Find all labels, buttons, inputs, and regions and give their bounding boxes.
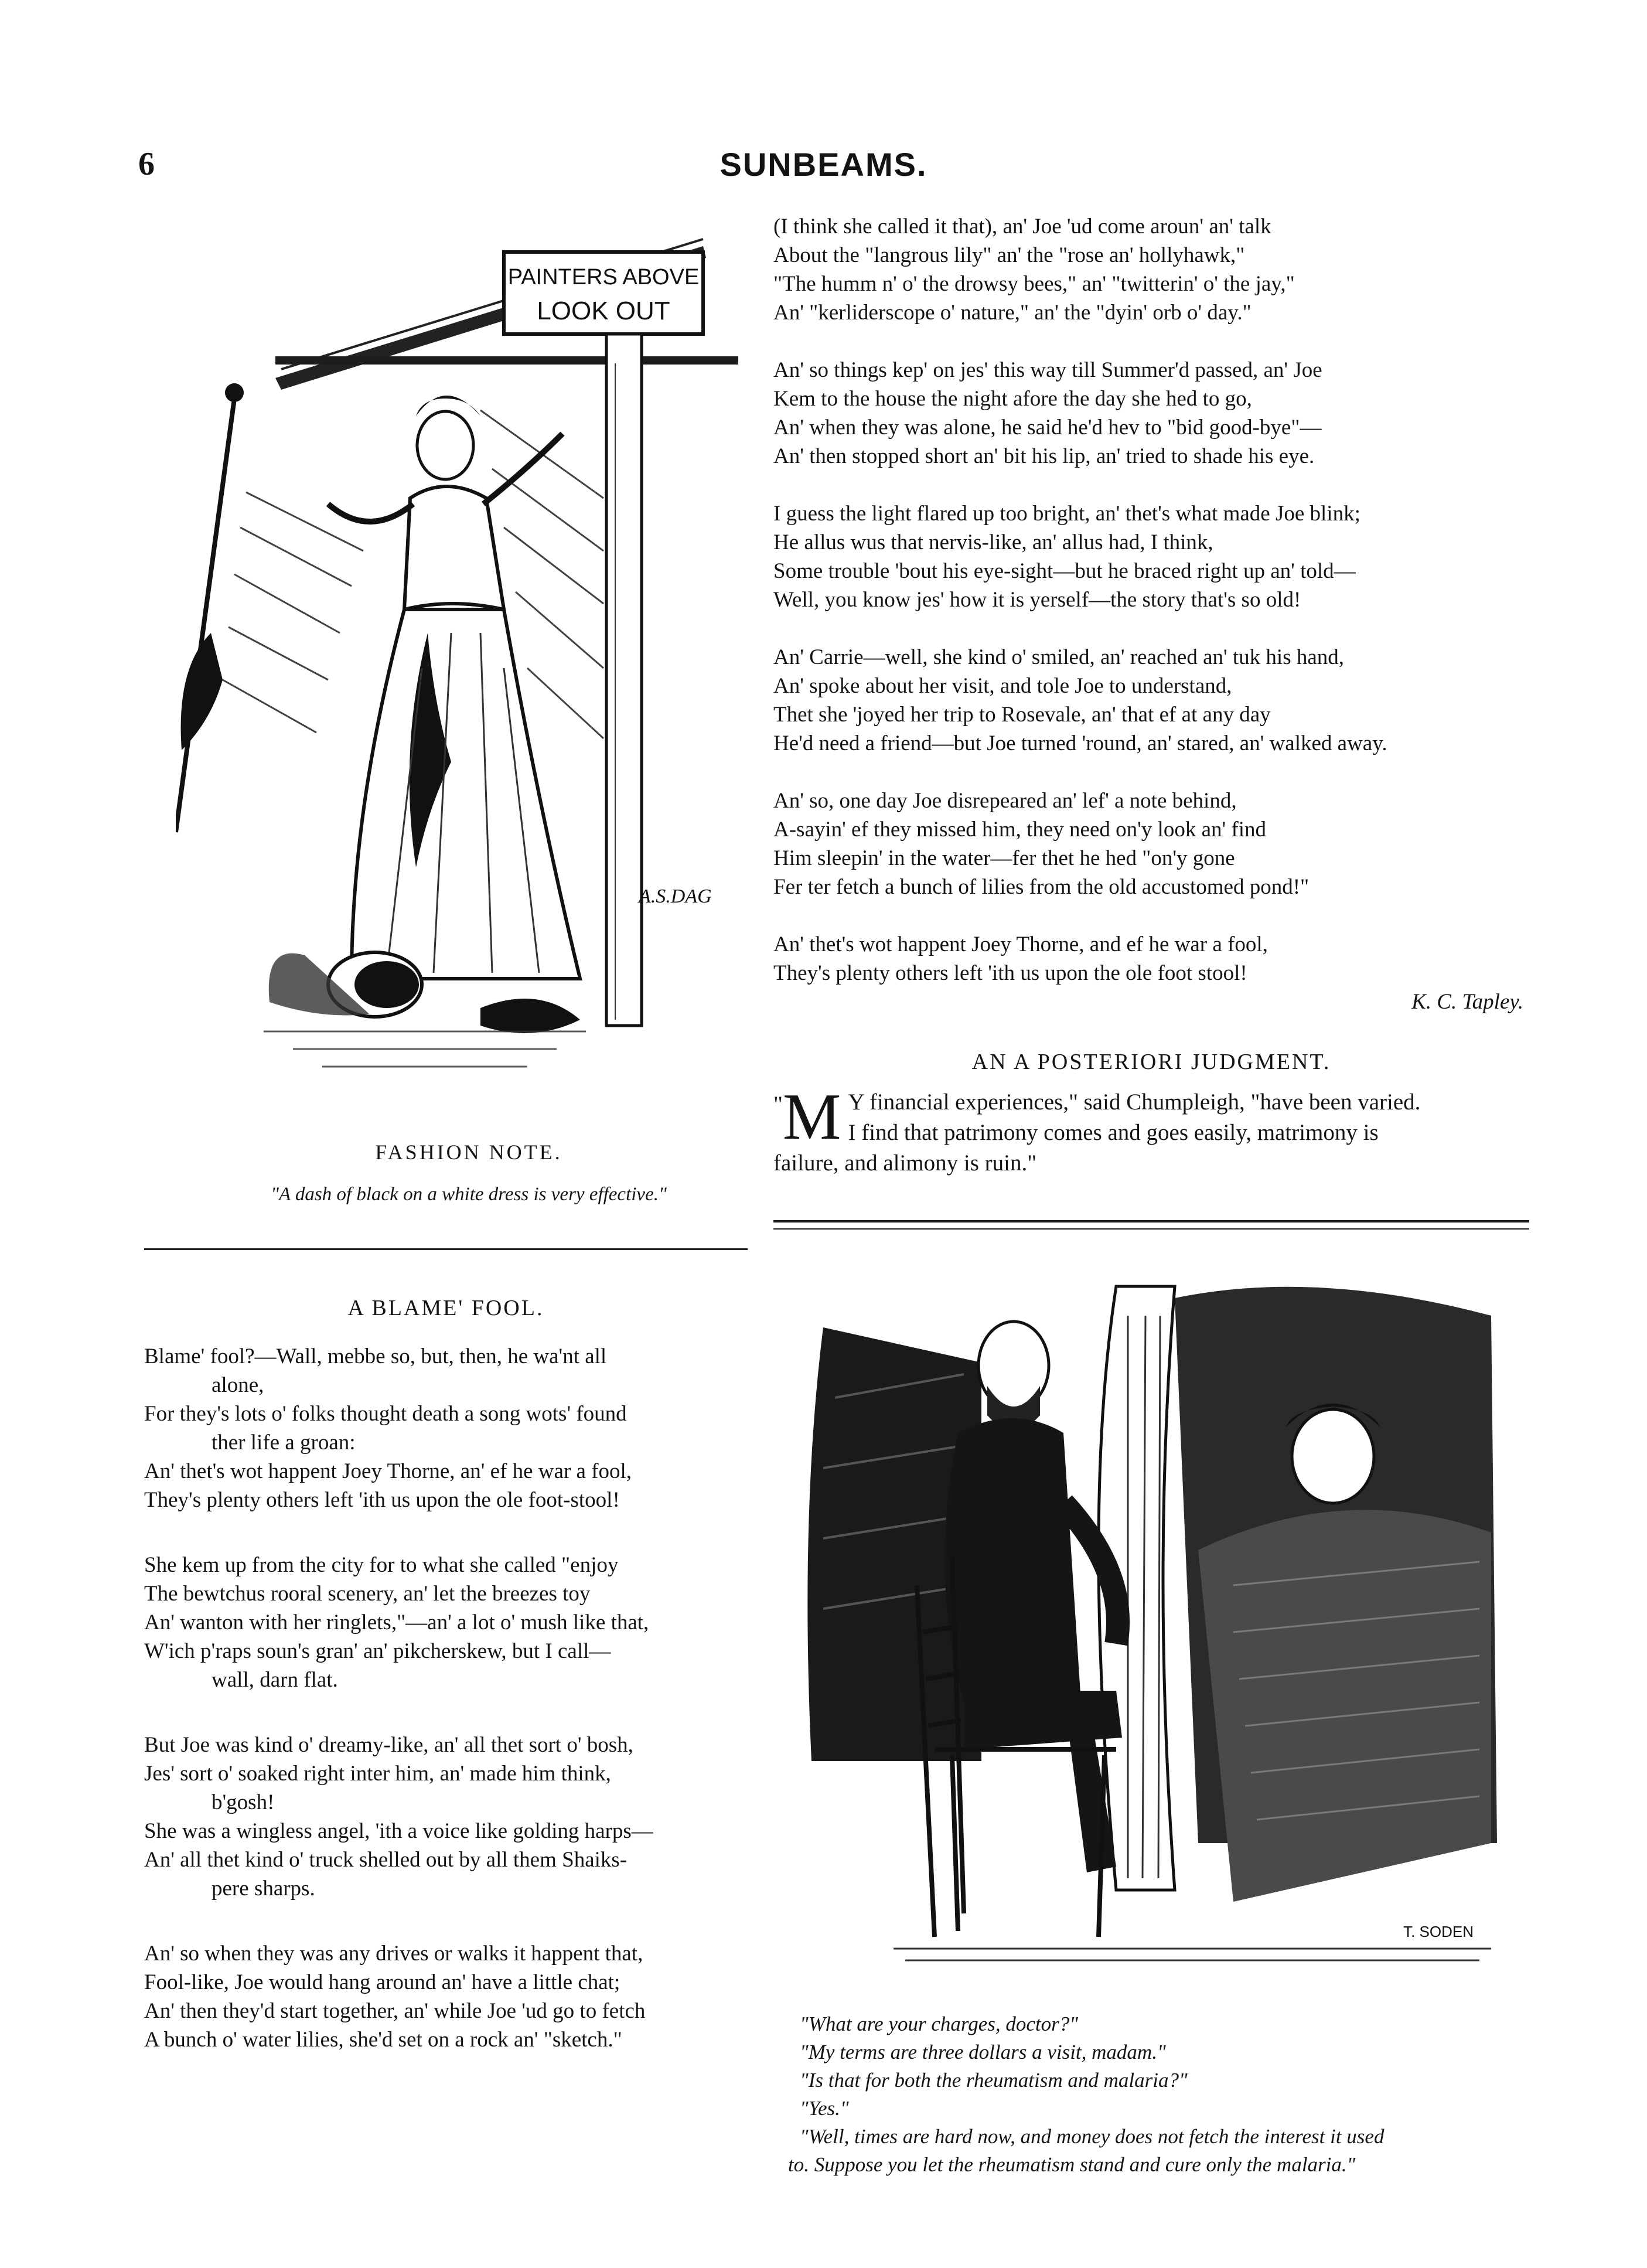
poem-line: Kem to the house the night afore the day she hed to go, xyxy=(773,387,1252,411)
poem-line: An' spoke about her visit, and tole Joe to understand, xyxy=(773,674,1232,698)
dialogue-line: "What are your charges, doctor?" xyxy=(800,2012,1078,2035)
poem-line: ther life a groan: xyxy=(212,1431,356,1455)
doctor-dialogue xyxy=(788,2010,1520,2179)
doctor-drawing xyxy=(788,1281,1515,2001)
posteriori-text xyxy=(773,1081,1529,1179)
doctor-artist-signature: T. SODEN xyxy=(1403,1923,1474,1940)
poem-line: (I think she called it that), an' Joe 'ud come aroun' an' talk xyxy=(773,214,1271,239)
blame-fool-poem xyxy=(144,1342,748,2054)
poem-line: pere sharps. xyxy=(212,1877,315,1901)
poem-line: An' then stopped short an' bit his lip, an' tried to shade his eye. xyxy=(773,444,1315,468)
page-number: 6 xyxy=(138,146,155,182)
dialogue-line: "Well, times are hard now, and money does not fetch the interest it used xyxy=(800,2125,1385,2148)
posteriori-dropcap: M xyxy=(782,1081,841,1153)
poem-line: An' so, one day Joe disrepeared an' lef' a note behind, xyxy=(773,789,1237,813)
poem-line: wall, darn flat. xyxy=(212,1668,338,1692)
section-divider-left xyxy=(144,1248,748,1250)
poem-line: An' wanton with her ringlets,"—an' a lot o' mush like that, xyxy=(144,1610,649,1634)
poem-line: "The humm n' o' the drowsy bees," an' "twitterin' o' the jay," xyxy=(773,272,1295,296)
dialogue-line: "Yes." xyxy=(800,2097,849,2120)
poem-stanza xyxy=(144,1551,748,1694)
posteriori-open-quote: " xyxy=(773,1092,783,1117)
poem-line: She was a wingless angel, 'ith a voice like golding harps— xyxy=(144,1819,653,1843)
sign-line-2: LOOK OUT xyxy=(537,297,670,325)
poem-line: An' thet's wot happent Joey Thorne, an' ef he war a fool, xyxy=(144,1459,632,1483)
poem-stanza xyxy=(144,1731,748,1903)
poem-line: He allus wus that nervis-like, an' allus had, I think, xyxy=(773,530,1213,554)
poem-line: An' so when they was any drives or walks it happent that, xyxy=(144,1942,643,1966)
poem-line: W'ich p'raps soun's gran' an' pikcherskew, but I call— xyxy=(144,1639,611,1663)
posteriori-line: I find that patrimony comes and goes easily, matrimony is xyxy=(848,1120,1379,1145)
poem-line: Fool-like, Joe would hang around an' have a little chat; xyxy=(144,1970,620,1994)
fashion-caption-title: FASHION NOTE. xyxy=(375,1140,562,1164)
poem-line: Fer ter fetch a bunch of lilies from the old accustomed pond!" xyxy=(773,875,1310,899)
poem-continuation xyxy=(773,212,1529,1016)
poem-line: An' all thet kind o' truck shelled out by all them Shaiks- xyxy=(144,1848,628,1872)
poem-line: Some trouble 'bout his eye-sight—but he braced right up an' told— xyxy=(773,559,1356,583)
posteriori-heading: AN A POSTERIORI JUDGMENT. xyxy=(971,1050,1331,1074)
poem-line: A bunch o' water lilies, she'd set on a rock an' "sketch." xyxy=(144,2028,622,2052)
section-divider-right xyxy=(773,1220,1529,1230)
poem-line: He'd need a friend—but Joe turned 'round, an' stared, an' walked away. xyxy=(773,731,1387,755)
sign-line-1: PAINTERS ABOVE xyxy=(507,265,700,290)
fashion-drawing xyxy=(176,223,762,1131)
poem-line: The bewtchus rooral scenery, an' let the breezes toy xyxy=(144,1582,591,1606)
fashion-caption-text: "A dash of black on a white dress is very effective." xyxy=(271,1184,667,1205)
poem-line: An' when they was alone, he said he'd hev to "bid good-bye"— xyxy=(773,416,1322,440)
fashion-illustration xyxy=(176,223,762,1131)
poem-line: Thet she 'joyed her trip to Rosevale, an' that ef at any day xyxy=(773,703,1271,727)
poem-line: About the "langrous lily" an' the "rose an' hollyhawk," xyxy=(773,243,1245,267)
poem-stanza xyxy=(773,786,1529,901)
poem-line: She kem up from the city for to what she called "enjoy xyxy=(144,1553,619,1577)
poem-stanza xyxy=(773,930,1529,987)
posteriori-line: failure, and alimony is ruin." xyxy=(773,1150,1037,1176)
dialogue-line: to. Suppose you let the rheumatism stand and cure only the malaria." xyxy=(788,2153,1356,2176)
posteriori-line: Y financial experiences," said Chumpleigh, "have been varied. xyxy=(848,1089,1421,1115)
poem-line: Jes' sort o' soaked right inter him, an' made him think, xyxy=(144,1762,611,1786)
poem-line: An' thet's wot happent Joey Thorne, and ef he war a fool, xyxy=(773,932,1268,956)
poem-line: They's plenty others left 'ith us upon the ole foot-stool! xyxy=(144,1488,620,1512)
poem-line: An' Carrie—well, she kind o' smiled, an' reached an' tuk his hand, xyxy=(773,645,1345,669)
poem-line: They's plenty others left 'ith us upon the ole foot stool! xyxy=(773,961,1247,985)
poem-line: An' "kerliderscope o' nature," an' the "dyin' orb o' day." xyxy=(773,301,1252,325)
fashion-artist-signature: A.S.DAG xyxy=(639,886,712,907)
poem-line: An' so things kep' on jes' this way till Summer'd passed, an' Joe xyxy=(773,358,1322,382)
poem-stanza xyxy=(773,356,1529,471)
poem-stanza xyxy=(773,499,1529,614)
poem-line: alone, xyxy=(212,1373,264,1397)
blame-fool-heading: A BLAME' FOOL. xyxy=(347,1296,544,1320)
page-title: SUNBEAMS. xyxy=(720,146,927,183)
poem-line: Blame' fool?—Wall, mebbe so, but, then, he wa'nt all xyxy=(144,1344,607,1368)
poem-line: b'gosh! xyxy=(212,1790,275,1814)
poem-stanza xyxy=(144,1939,748,2054)
poem-line: An' then they'd start together, an' while Joe 'ud go to fetch xyxy=(144,1999,646,2023)
poem-line: I guess the light flared up too bright, an' thet's what made Joe blink; xyxy=(773,502,1360,526)
poem-line: Well, you know jes' how it is yerself—the story that's so old! xyxy=(773,588,1301,612)
poem-line: For they's lots o' folks thought death a song wots' found xyxy=(144,1402,627,1426)
poem-line: But Joe was kind o' dreamy-like, an' all thet sort o' bosh, xyxy=(144,1733,633,1757)
dialogue-line: "My terms are three dollars a visit, madam." xyxy=(800,2041,1166,2063)
poem-line: Him sleepin' in the water—fer thet he hed "on'y gone xyxy=(773,846,1235,870)
poem-stanza xyxy=(144,1342,748,1514)
poem-stanza xyxy=(773,212,1529,327)
poem-line: A-sayin' ef they missed him, they need on'y look an' find xyxy=(773,818,1267,842)
dialogue-line: "Is that for both the rheumatism and malaria?" xyxy=(800,2069,1188,2092)
poem-author: K. C. Tapley. xyxy=(1411,990,1523,1014)
doctor-illustration xyxy=(788,1281,1515,2001)
poem-stanza xyxy=(773,643,1529,758)
